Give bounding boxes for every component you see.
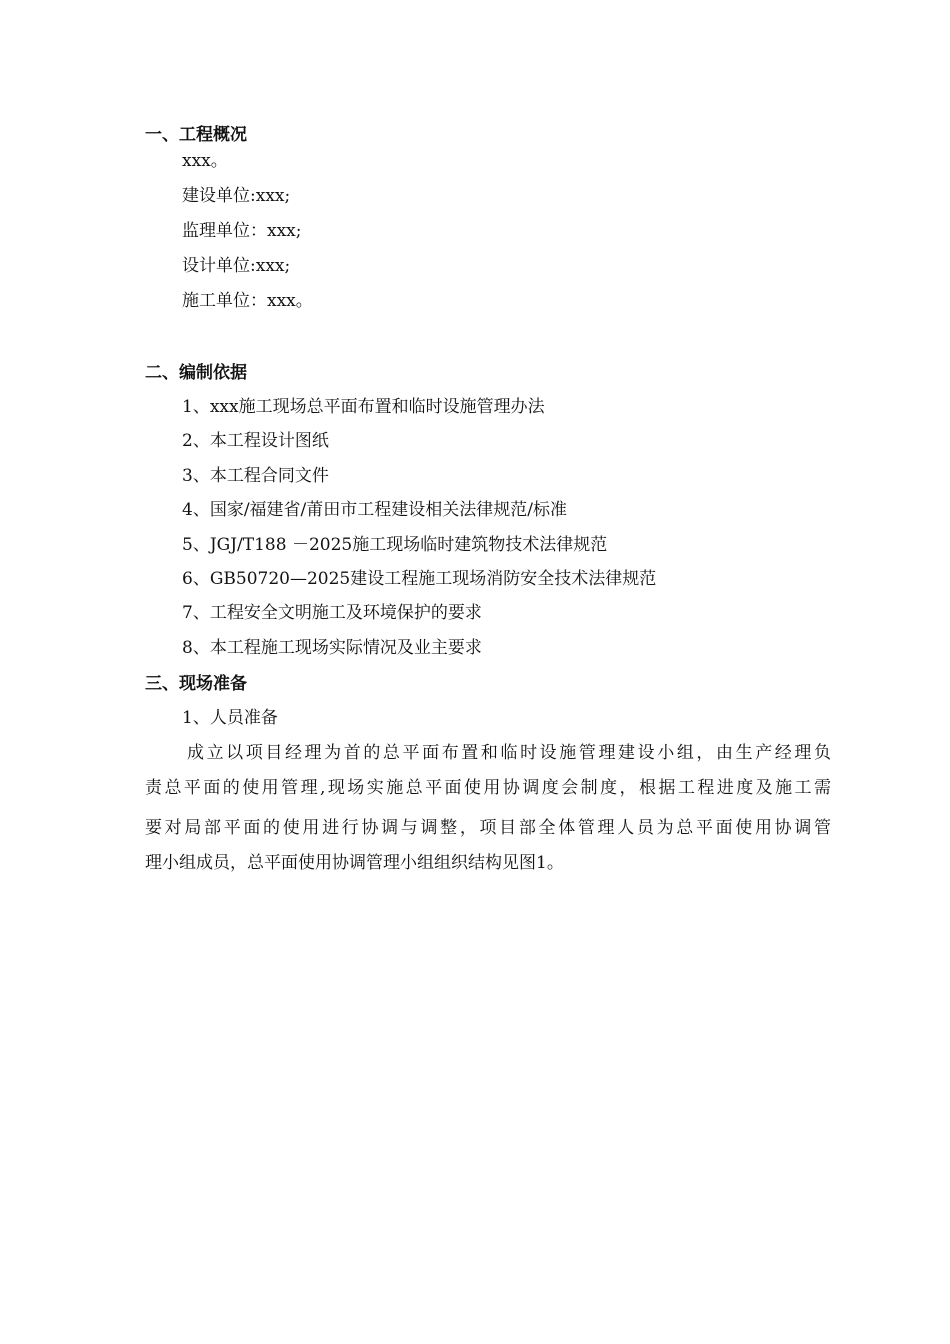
- paragraph-line: 理小组成员，总平面使用协调管理小组组织结构见图1。: [145, 853, 564, 873]
- section-2-heading: 二、编制依据: [145, 363, 247, 383]
- paragraph-line: 成立以项目经理为首的总平面布置和临时设施管理建设小组，由生产经理负: [187, 743, 831, 763]
- basis-item: 1、xxx施工现场总平面布置和临时设施管理办法: [182, 397, 545, 417]
- paragraph-line: 责总平面的使用管理,现场实施总平面使用协调度会制度，根据工程进度及施工需: [145, 778, 831, 798]
- design-unit-line: 设计单位:xxx;: [182, 256, 291, 276]
- basis-item: 4、国家/福建省/莆田市工程建设相关法律规范/标准: [182, 500, 567, 520]
- basis-item: 2、本工程设计图纸: [182, 431, 329, 451]
- section-3-heading: 三、现场准备: [145, 674, 247, 694]
- paragraph-line: 要对局部平面的使用进行协调与调整，项目部全体管理人员为总平面使用协调管: [145, 818, 831, 838]
- basis-item: 7、工程安全文明施工及环境保护的要求: [182, 603, 482, 623]
- construction-unit-line: 建设单位:xxx;: [182, 186, 291, 206]
- project-overview-line: xxx。: [182, 151, 228, 171]
- basis-item: 6、GB50720—2025建设工程施工现场消防安全技术法律规范: [182, 569, 657, 589]
- basis-item: 3、本工程合同文件: [182, 466, 329, 486]
- contractor-unit-line: 施工单位：xxx。: [182, 291, 313, 311]
- basis-item: 8、本工程施工现场实际情况及业主要求: [182, 638, 482, 658]
- personnel-prep-subheading: 1、人员准备: [182, 708, 278, 728]
- basis-item: 5、JGJ/T188 －2025施工现场临时建筑物技术法律规范: [182, 535, 608, 555]
- supervision-unit-line: 监理单位：xxx;: [182, 221, 302, 241]
- section-1-heading: 一、工程概况: [145, 125, 247, 145]
